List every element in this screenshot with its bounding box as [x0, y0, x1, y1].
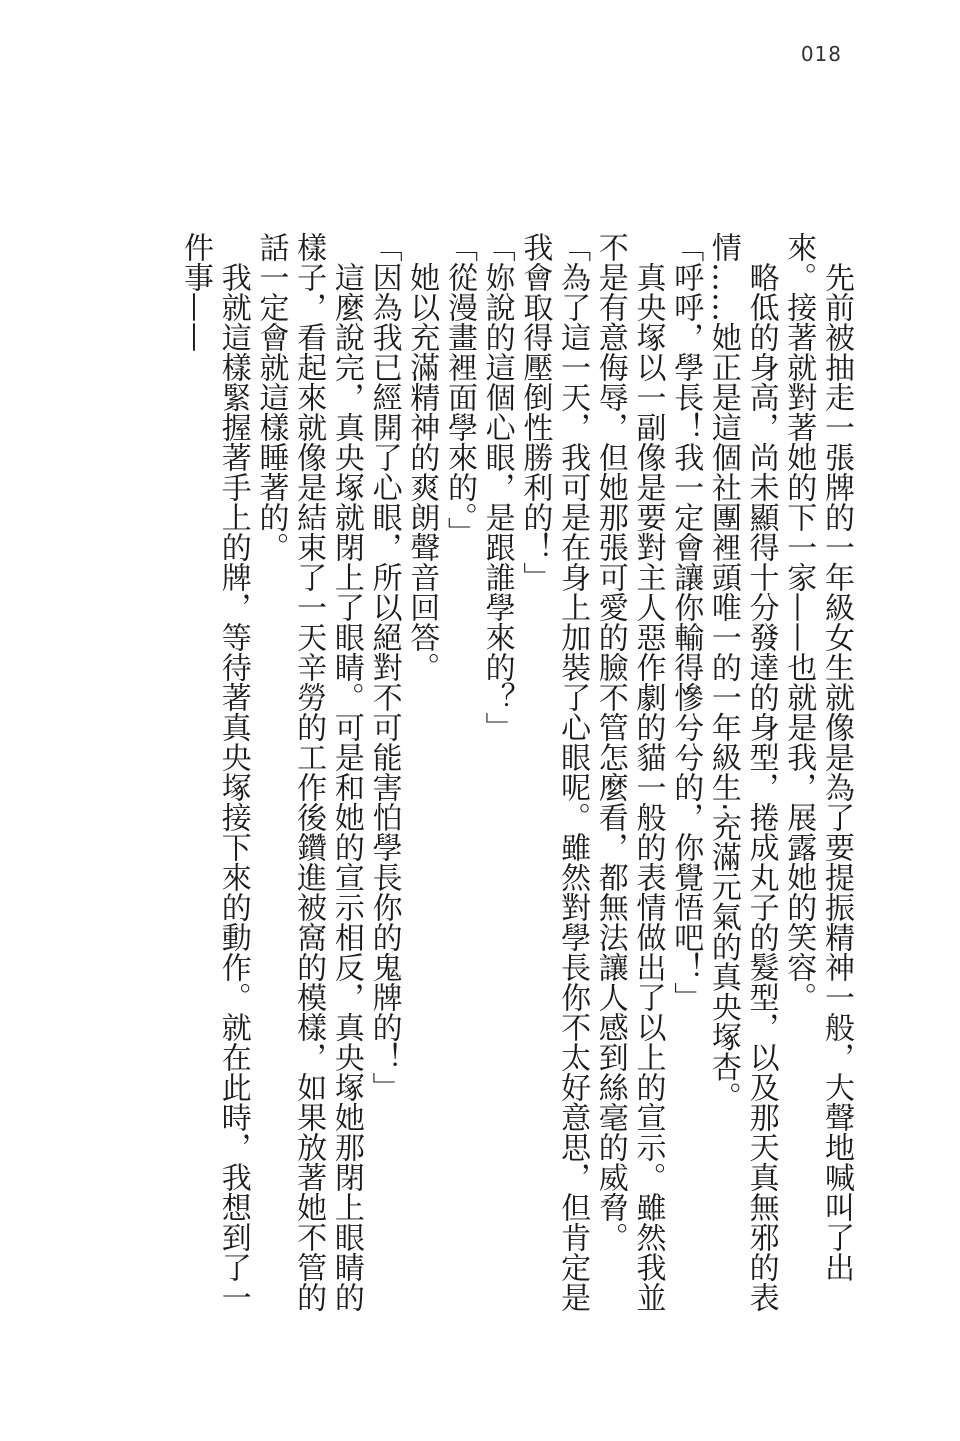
dialogue-paragraph: 「呼呼，學長！我一定會讓你輸得慘兮兮的，你覺悟吧！」	[668, 232, 704, 1012]
paragraph: 真央塚以一副像是要對主人惡作劇的貓一般的表情做出了以上的宣示。雖然我並不是有意侮辱，但她那張可愛的臉不管怎麼看，都無法讓人感到絲毫的威脅。	[592, 232, 666, 1312]
dialogue-paragraph: 「妳說的這個心眼，是跟誰學來的？」	[479, 232, 515, 742]
dialogue-paragraph: 「因為我已經開了心眼，所以絕對不可能害怕學長你的鬼牌的！」	[366, 232, 402, 1102]
dialogue-paragraph: 「從漫畫裡面學來的。」	[441, 232, 477, 547]
paragraph: 這麼說完，真央塚就閉上了眼睛。可是和她的宣示相反，真央塚她那閉上眼睛的樣子，看起來就像是結束了一天辛勞的工作後鑽進被窩的模樣，如果放著她不管的話一定會就這樣睡著的。	[253, 232, 364, 1312]
dialogue-paragraph: 「為了這一天，我可是在身上加裝了心眼呢。雖然對學長你不太好意思，但肯定是我會取得壓倒性勝利的！」	[517, 232, 591, 1312]
paragraph: 先前被抽走一張牌的一年級女生就像是為了要提振精神一般，大聲地喊叫了出來。接著就對著她的下一家——也就是我，展露她的笑容。	[781, 232, 854, 1282]
paragraph: 她以充滿精神的爽朗聲音回答。	[404, 262, 440, 682]
page-number: 018	[800, 42, 842, 66]
paragraph: 我就這樣緊握著手上的牌，等待著真央塚接下來的動作。就在此時，我想到了一件事——	[178, 232, 251, 1312]
book-body-text	[95, 232, 855, 1332]
paragraph: 略低的身高，尚未顯得十分發達的身型，捲成丸子的髮型，以及那天真無邪的表情……她正是這個社團裡頭唯一的一年級生‧充滿元氣的真央塚杏。	[705, 232, 779, 1312]
